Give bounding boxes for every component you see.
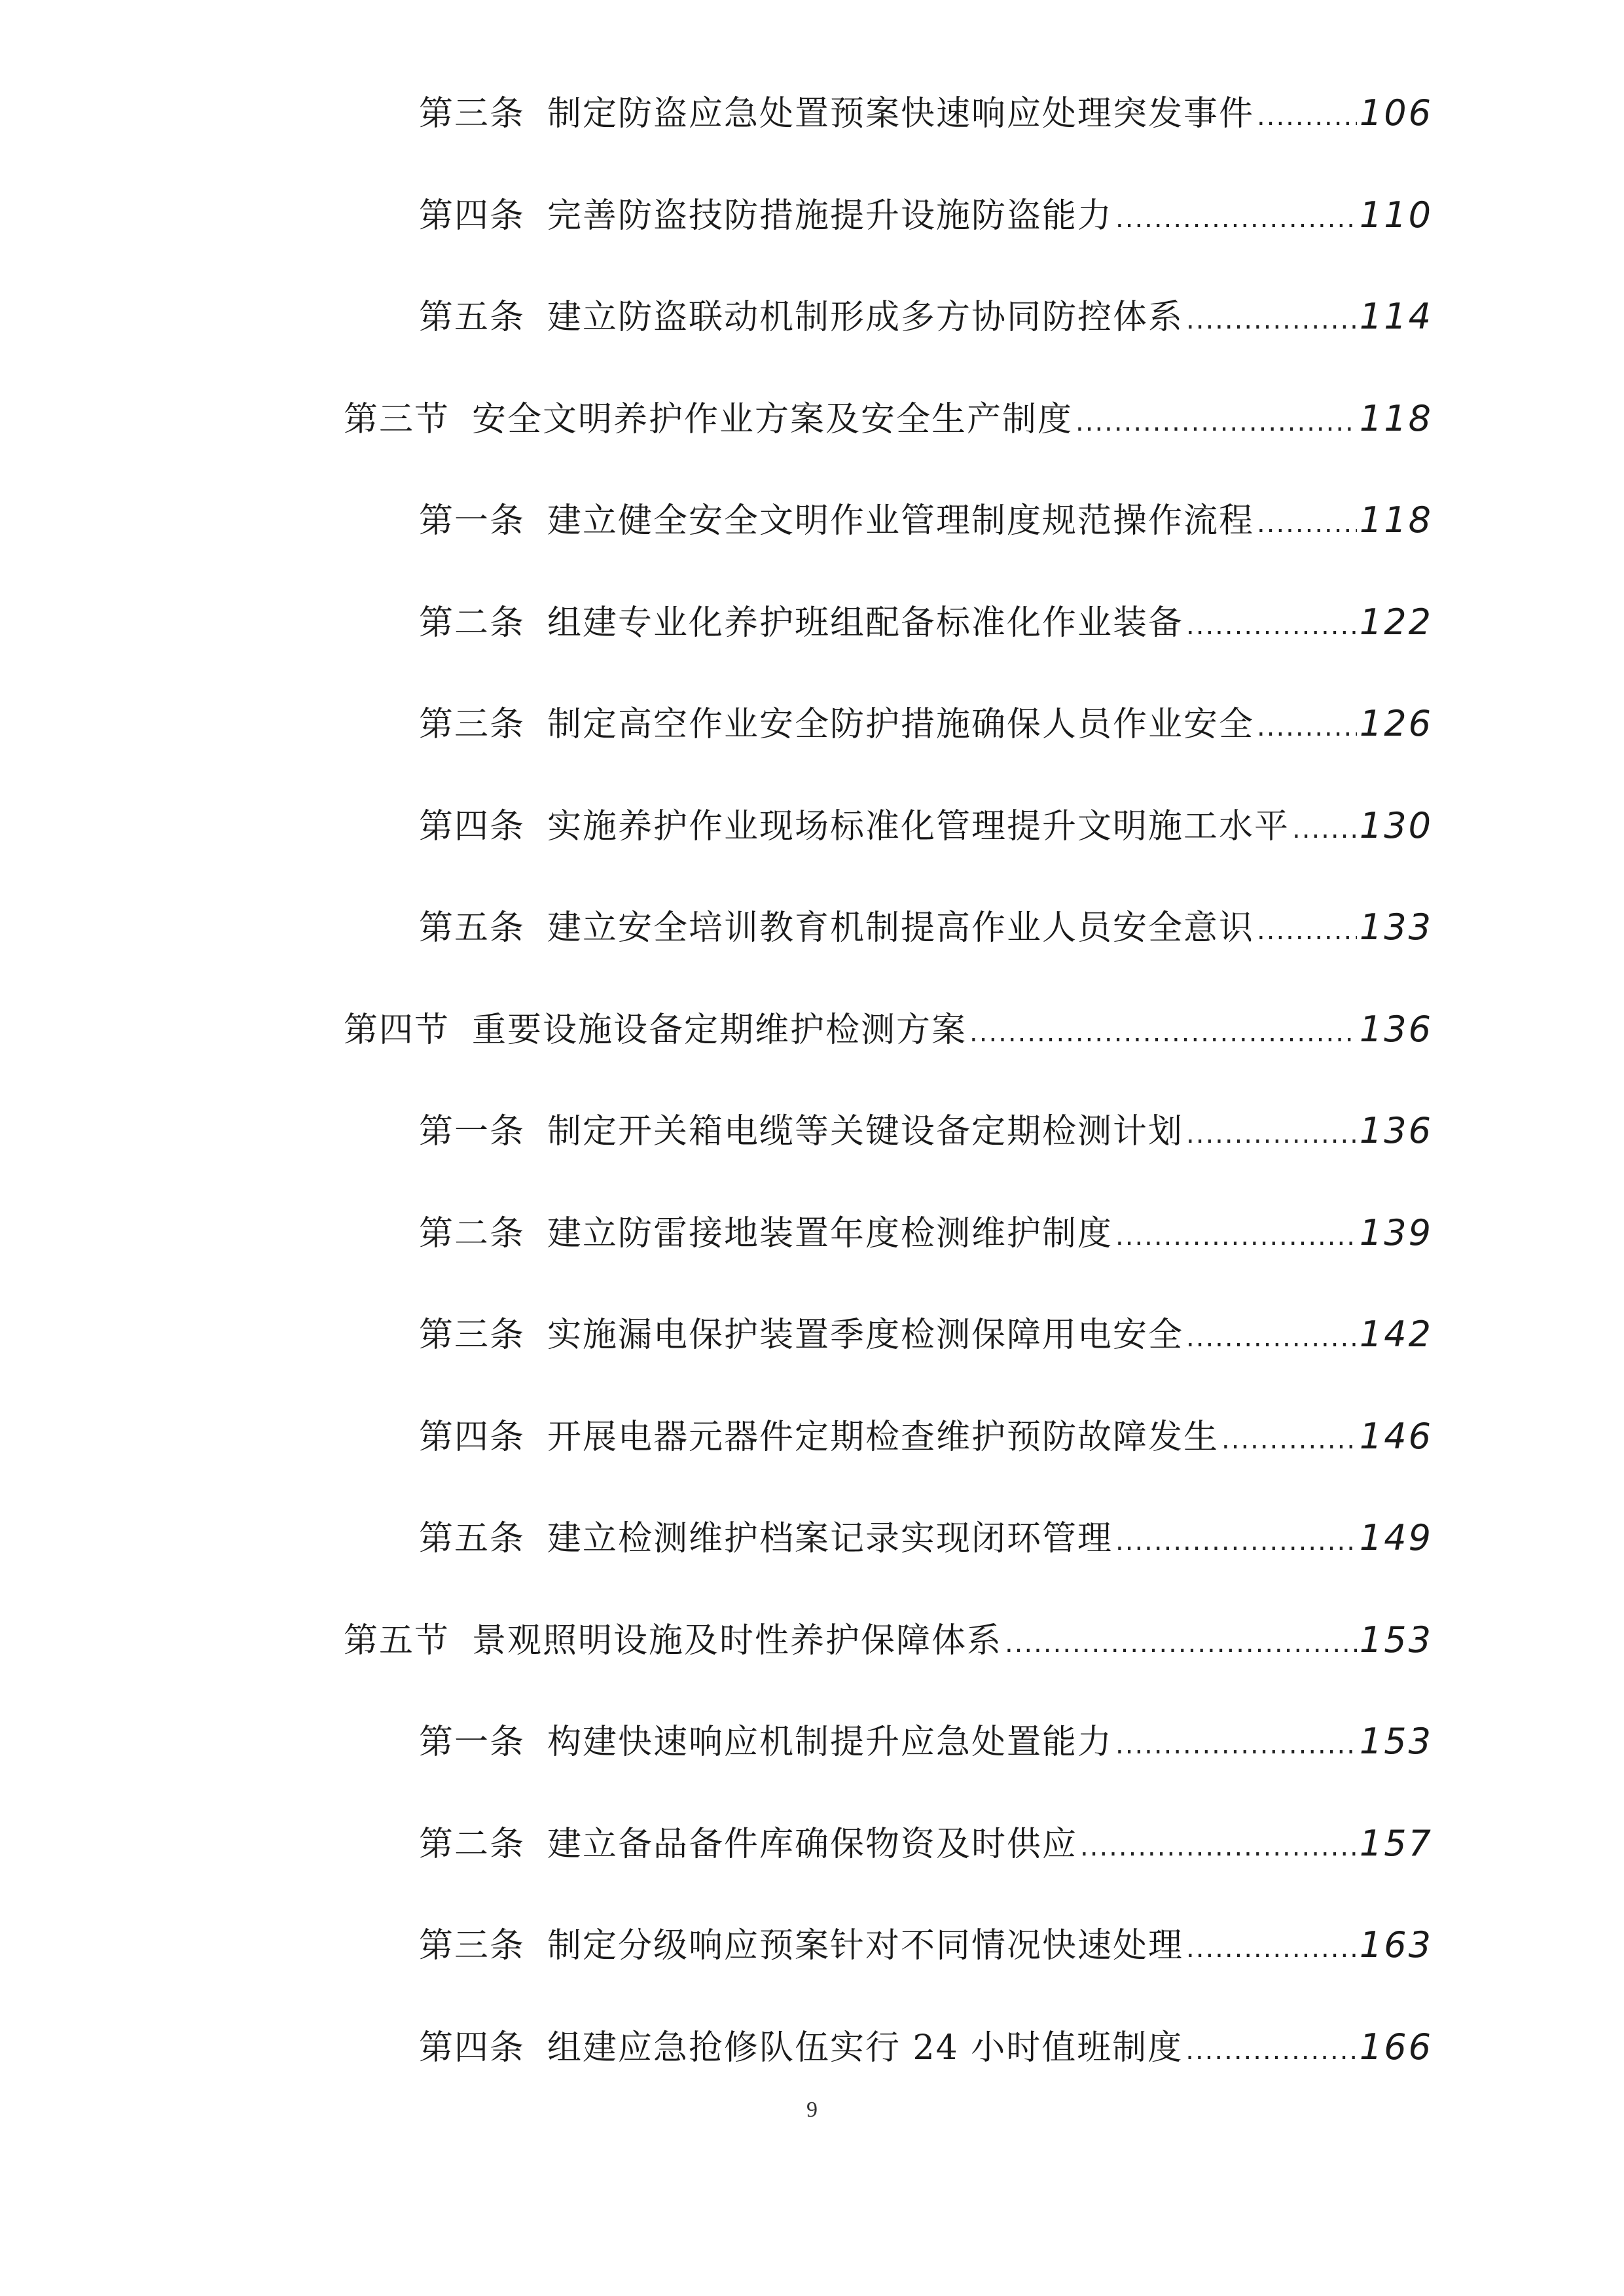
toc-dot-leader bbox=[1115, 1518, 1357, 1564]
toc-dot-leader bbox=[1075, 399, 1357, 445]
toc-dot-leader bbox=[969, 1010, 1357, 1056]
toc-entry-title: 制定分级响应预案针对不同情况快速处理 bbox=[547, 1926, 1184, 1965]
toc-dot-leader bbox=[1186, 1315, 1357, 1361]
toc-entry-label: 第三节 bbox=[344, 400, 450, 439]
toc-dot-leader bbox=[1005, 1621, 1357, 1666]
toc-entry-page-number: 110 bbox=[1359, 194, 1433, 236]
toc-article-entry[interactable] bbox=[419, 2024, 1433, 2070]
toc-entry-page-number: 166 bbox=[1359, 2026, 1433, 2068]
page-number: 9 bbox=[806, 2098, 818, 2122]
toc-dot-leader bbox=[1186, 603, 1357, 649]
toc-dot-leader bbox=[1186, 1111, 1357, 1157]
toc-entry-label: 第二条 bbox=[419, 1214, 526, 1253]
toc-entry-title: 建立检测维护档案记录实现闭环管理 bbox=[547, 1519, 1113, 1558]
toc-dot-leader bbox=[1257, 704, 1357, 750]
toc-article-entry[interactable] bbox=[419, 1515, 1433, 1561]
toc-article-entry[interactable] bbox=[419, 294, 1433, 340]
toc-dot-leader bbox=[1257, 501, 1357, 547]
toc-dot-leader bbox=[1115, 1722, 1357, 1768]
toc-entry-title: 制定高空作业安全防护措施确保人员作业安全 bbox=[547, 705, 1255, 744]
toc-entry-page-number: 122 bbox=[1359, 601, 1433, 643]
toc-entry-label: 第五节 bbox=[344, 1621, 450, 1660]
toc-entry-title: 建立防盗联动机制形成多方协同防控体系 bbox=[547, 298, 1184, 337]
toc-entry-page-number: 153 bbox=[1359, 1619, 1433, 1660]
toc-entry-label: 第三条 bbox=[419, 705, 526, 744]
toc-entry-title: 组建应急抢修队伍实行 24 小时值班制度 bbox=[547, 2028, 1183, 2068]
toc-article-entry[interactable] bbox=[419, 1922, 1433, 1968]
toc-entry-label: 第一条 bbox=[419, 1112, 526, 1151]
toc-dot-leader bbox=[1221, 1417, 1357, 1463]
toc-entry-title: 实施漏电保护装置季度检测保障用电安全 bbox=[547, 1316, 1184, 1355]
toc-entry-label: 第一条 bbox=[419, 501, 526, 541]
toc-entry-page-number: 118 bbox=[1359, 398, 1433, 439]
toc-entry-page-number: 146 bbox=[1359, 1416, 1433, 1457]
toc-dot-leader bbox=[1186, 297, 1357, 343]
toc-article-entry[interactable] bbox=[419, 1821, 1433, 1867]
toc-dot-leader bbox=[1115, 196, 1357, 242]
toc-entry-label: 第三条 bbox=[419, 1926, 526, 1965]
toc-entry-label: 第四节 bbox=[344, 1011, 450, 1050]
toc-entry-page-number: 149 bbox=[1359, 1517, 1433, 1558]
toc-entry-label: 第二条 bbox=[419, 1825, 526, 1864]
toc-entry-label: 第二条 bbox=[419, 603, 526, 643]
toc-entry-label: 第一条 bbox=[419, 1723, 526, 1762]
toc-entry-title: 开展电器元器件定期检查维护预防故障发生 bbox=[547, 1418, 1219, 1457]
toc-entry-title: 组建专业化养护班组配备标准化作业装备 bbox=[547, 603, 1184, 643]
toc-entry-label: 第五条 bbox=[419, 1519, 526, 1558]
toc-entry-page-number: 114 bbox=[1359, 296, 1433, 337]
toc-article-entry[interactable] bbox=[419, 1312, 1433, 1357]
toc-entry-title: 建立健全安全文明作业管理制度规范操作流程 bbox=[547, 501, 1255, 541]
toc-entry-label: 第三条 bbox=[419, 94, 526, 134]
toc-entry-page-number: 118 bbox=[1359, 499, 1433, 541]
toc-entry-page-number: 133 bbox=[1359, 906, 1433, 948]
toc-entry-title: 安全文明养护作业方案及安全生产制度 bbox=[472, 400, 1074, 439]
toc-article-entry[interactable] bbox=[419, 1210, 1433, 1256]
toc-entry-title: 建立安全培训教育机制提高作业人员安全意识 bbox=[547, 908, 1255, 948]
toc-article-entry[interactable] bbox=[419, 803, 1433, 849]
toc-dot-leader bbox=[1185, 2028, 1357, 2073]
toc-entry-page-number: 157 bbox=[1359, 1823, 1433, 1864]
toc-entry-page-number: 136 bbox=[1359, 1110, 1433, 1151]
toc-article-entry[interactable] bbox=[419, 1719, 1433, 1765]
toc-article-entry[interactable] bbox=[419, 1414, 1433, 1460]
toc-entry-page-number: 136 bbox=[1359, 1009, 1433, 1050]
toc-entry-label: 第五条 bbox=[419, 298, 526, 337]
toc-section-entry[interactable] bbox=[344, 1007, 1433, 1052]
toc-dot-leader bbox=[1080, 1824, 1357, 1870]
toc-entry-page-number: 142 bbox=[1359, 1314, 1433, 1355]
toc-entry-label: 第三条 bbox=[419, 1316, 526, 1355]
toc-entry-page-number: 153 bbox=[1359, 1721, 1433, 1762]
toc-entry-title: 制定防盗应急处置预案快速响应处理突发事件 bbox=[547, 94, 1255, 134]
toc-entry-page-number: 130 bbox=[1359, 805, 1433, 846]
toc-entry-page-number: 106 bbox=[1359, 92, 1433, 134]
toc-article-entry[interactable] bbox=[419, 600, 1433, 645]
toc-dot-leader bbox=[1257, 908, 1357, 954]
toc-entry-label: 第四条 bbox=[419, 1418, 526, 1457]
toc-section-entry[interactable] bbox=[344, 1617, 1433, 1663]
toc-entry-label: 第四条 bbox=[419, 196, 526, 236]
toc-dot-leader bbox=[1115, 1213, 1357, 1259]
toc-article-entry[interactable] bbox=[419, 905, 1433, 950]
toc-entry-title: 构建快速响应机制提升应急处置能力 bbox=[547, 1723, 1113, 1762]
toc-entry-title: 实施养护作业现场标准化管理提升文明施工水平 bbox=[547, 807, 1290, 846]
toc-dot-leader bbox=[1257, 94, 1357, 139]
toc-entry-page-number: 163 bbox=[1359, 1924, 1433, 1965]
toc-article-entry[interactable] bbox=[419, 1108, 1433, 1154]
toc-entry-title: 制定开关箱电缆等关键设备定期检测计划 bbox=[547, 1112, 1184, 1151]
toc-entry-title: 建立备品备件库确保物资及时供应 bbox=[547, 1825, 1078, 1864]
toc-article-entry[interactable] bbox=[419, 497, 1433, 543]
toc-entry-title: 景观照明设施及时性养护保障体系 bbox=[472, 1621, 1003, 1660]
toc-entry-title: 完善防盗技防措施提升设施防盗能力 bbox=[547, 196, 1113, 236]
toc-article-entry[interactable] bbox=[419, 192, 1433, 238]
toc-dot-leader bbox=[1292, 806, 1357, 852]
toc-section-entry[interactable] bbox=[344, 396, 1433, 442]
toc-entry-page-number: 139 bbox=[1359, 1212, 1433, 1253]
toc-dot-leader bbox=[1186, 1926, 1357, 1971]
toc-entry-title: 建立防雷接地装置年度检测维护制度 bbox=[547, 1214, 1113, 1253]
toc-article-entry[interactable] bbox=[419, 701, 1433, 747]
toc-entry-page-number: 126 bbox=[1359, 703, 1433, 744]
toc-article-entry[interactable] bbox=[419, 90, 1433, 136]
toc-entry-label: 第五条 bbox=[419, 908, 526, 948]
toc-entry-label: 第四条 bbox=[419, 807, 526, 846]
toc-entry-title: 重要设施设备定期维护检测方案 bbox=[472, 1011, 967, 1050]
toc-entry-label: 第四条 bbox=[419, 2028, 526, 2068]
